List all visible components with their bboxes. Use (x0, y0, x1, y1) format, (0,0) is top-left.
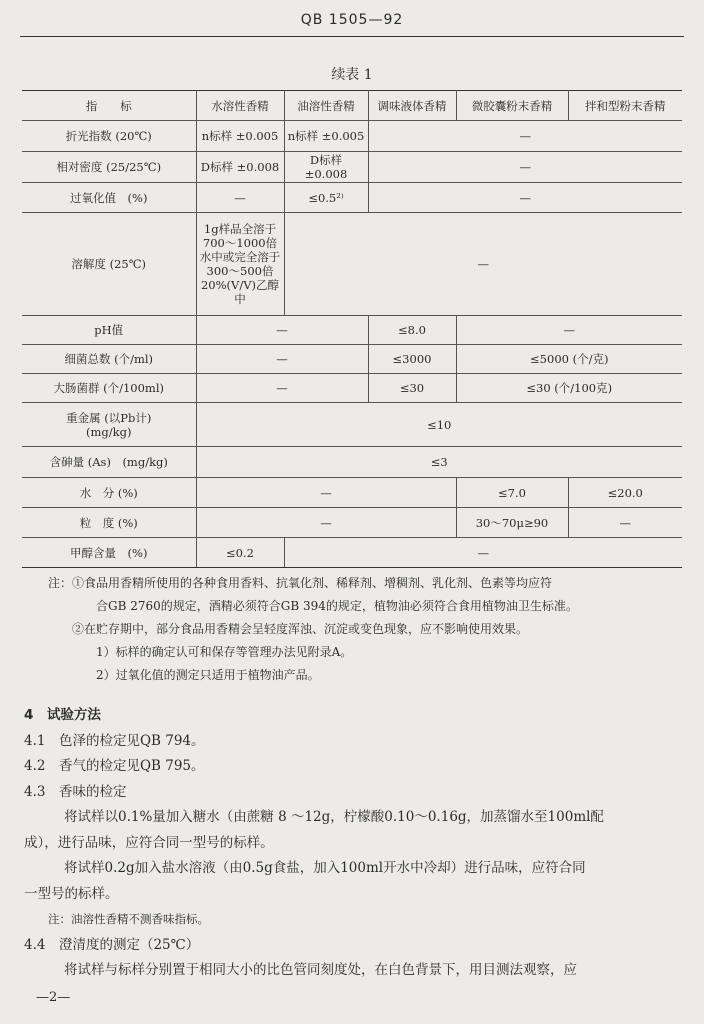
header-cell: 微胶囊粉末香精 (456, 91, 568, 121)
table-row (22, 538, 682, 568)
table-row (22, 374, 682, 403)
table-header-row (22, 91, 682, 121)
table-row (22, 508, 682, 538)
cell-value: — (368, 183, 682, 213)
row-label: 折光指数 (20℃) (22, 121, 196, 152)
table-row (22, 316, 682, 345)
cell-value: 30～70μ≥90 (456, 508, 568, 538)
cell-value: — (568, 508, 682, 538)
subsection-heading: 4.4 澄清度的测定（25℃） (24, 936, 200, 953)
subsection-heading: 4.3 香味的检定 (24, 783, 127, 800)
table-row (22, 345, 682, 374)
cell-value: — (456, 316, 682, 345)
cell-value: ≤10 (196, 403, 682, 447)
table-row (22, 152, 682, 183)
header-cell: 油溶性香精 (284, 91, 368, 121)
cell-value: ≤5000 (个/克) (456, 345, 682, 374)
cell-value: ≤7.0 (456, 478, 568, 508)
table-row (22, 183, 682, 213)
cell-value: — (368, 121, 682, 152)
note-line: ②在贮存期中，部分食品用香精会呈轻度浑浊、沉淀或变色现象，应不影响使用效果。 (72, 622, 529, 636)
row-label: 溶解度 (25℃) (22, 213, 196, 316)
row-label: 含砷量 (As) (mg/kg) (22, 447, 196, 478)
note-line: 2）过氧化值的测定只适用于植物油产品。 (96, 668, 320, 682)
table-row (22, 478, 682, 508)
cell-value: — (196, 478, 456, 508)
subsection-heading: 4.1 色泽的检定见QB 794。 (24, 732, 205, 749)
cell-value: ≤0.2 (196, 538, 284, 568)
note-line: 1）标样的确定认可和保存等管理办法见附录A。 (96, 645, 353, 659)
cell-value: — (196, 316, 368, 345)
cell-value: ≤3 (196, 447, 682, 478)
paragraph-line: 将试样以0.1%量加入糖水（由蔗糖 8 ～12g，柠檬酸0.10～0.16g，加蒸馏水至100ml配 (64, 809, 604, 825)
section-title: 4 试验方法 (24, 707, 101, 723)
row-label: 细菌总数 (个/ml) (22, 345, 196, 374)
paragraph-line: 成），进行品味，应符合同一型号的标样。 (24, 834, 274, 851)
cell-value: — (196, 374, 368, 403)
cell-value: ≤0.5²⁾ (284, 183, 368, 213)
cell-value: ≤30 (个/100克) (456, 374, 682, 403)
cell-value: n标样 ±0.005 (284, 121, 368, 152)
table-row (22, 121, 682, 152)
note-line: 合GB 2760的规定，酒精必须符合GB 394的规定，植物油必须符合食用植物油卫生标准。 (96, 599, 578, 613)
cell-value: n标样 ±0.005 (196, 121, 284, 152)
cell-value: — (196, 508, 456, 538)
row-label: pH值 (22, 316, 196, 345)
paragraph-line: 将试样0.2g加入盐水溶液（由0.5g食盐，加入100ml开水中冷却）进行品味，应符合同 (64, 860, 586, 876)
row-label: 过氧化值 (%) (22, 183, 196, 213)
cell-value: ≤20.0 (568, 478, 682, 508)
document-header: QB 1505—92 (300, 12, 404, 28)
row-label: 相对密度 (25/25℃) (22, 152, 196, 183)
page-number: —2— (36, 990, 71, 1005)
table-row (22, 447, 682, 478)
row-label: 水 分 (%) (22, 478, 196, 508)
spec-table (22, 90, 682, 568)
paragraph-line: 一型号的标样。 (24, 885, 119, 902)
section-note: 注：油溶性香精不测香味指标。 (48, 912, 209, 926)
row-label: 甲醇含量 (%) (22, 538, 196, 568)
cell-value: 1g样品全溶于700～1000倍水中或完全溶于300～500倍20%(V/V)乙醇中 (196, 213, 284, 316)
row-label-line: 重金属 (以Pb计) (66, 410, 152, 425)
cell-value: ≤30 (368, 374, 456, 403)
table-row (22, 403, 682, 447)
table-notes (48, 572, 688, 687)
table-caption: 续表 1 (331, 67, 373, 83)
cell-value: — (196, 345, 368, 374)
row-label (22, 403, 196, 447)
subsection-heading: 4.2 香气的检定见QB 795。 (24, 758, 205, 774)
header-cell: 水溶性香精 (196, 91, 284, 121)
cell-value: — (196, 183, 284, 213)
cell-value: ≤8.0 (368, 316, 456, 345)
header-rule (20, 36, 684, 37)
section-test-methods (24, 703, 688, 984)
header-cell: 调味液体香精 (368, 91, 456, 121)
row-label: 大肠菌群 (个/100ml) (22, 374, 196, 403)
cell-value: ≤3000 (368, 345, 456, 374)
note-line: 注：①食品用香精所使用的各种食用香料、抗氧化剂、稀释剂、增稠剂、乳化剂、色素等均应符 (48, 576, 553, 590)
cell-value: — (284, 213, 682, 316)
cell-value: — (368, 152, 682, 183)
row-label-line: (mg/kg) (86, 424, 132, 439)
paragraph-line: 将试样与标样分别置于相同大小的比色管同刻度处，在白色背景下，用目测法观察，应 (64, 962, 577, 978)
cell-value: D标样 ±0.008 (196, 152, 284, 183)
cell-value: — (284, 538, 682, 568)
header-cell: 拌和型粉末香精 (568, 91, 682, 121)
cell-value: D标样 ±0.008 (284, 152, 368, 183)
table-row (22, 213, 682, 316)
header-cell: 指 标 (22, 91, 196, 121)
row-label: 粒 度 (%) (22, 508, 196, 538)
